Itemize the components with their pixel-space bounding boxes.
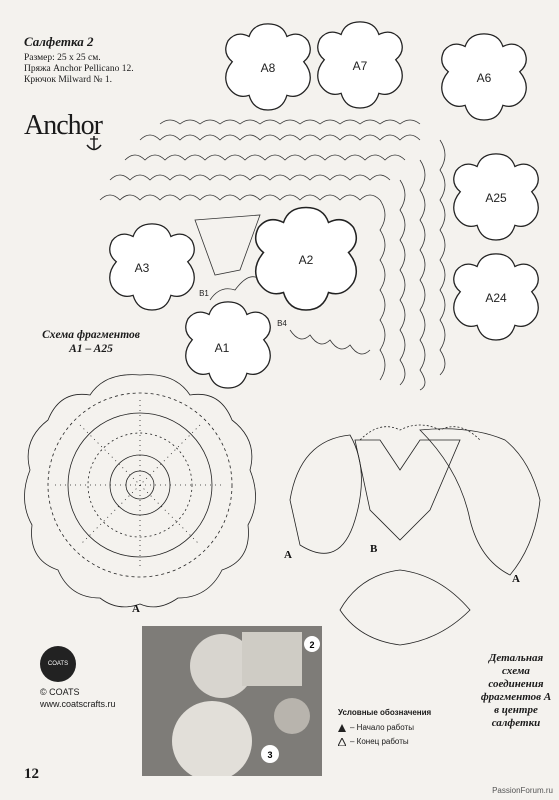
legend-end-row	[338, 737, 431, 746]
symbols-legend	[338, 708, 431, 751]
motif-label-a6: A6	[476, 71, 492, 85]
yarn-line: Пряжа Anchor Pellicano 12.	[24, 64, 134, 74]
product-photo	[142, 626, 322, 776]
detail-caption-line1: Детальная	[488, 652, 544, 664]
page-number: 12	[24, 766, 39, 782]
coats-credits	[40, 686, 116, 710]
hook-line: Крючок Milward № 1.	[24, 75, 112, 85]
fragments-caption-line2: A1 – A25	[69, 343, 113, 355]
detail-caption-line6: салфетки	[491, 717, 541, 729]
detail-caption-line3: соединения	[488, 678, 544, 690]
start-triangle-icon	[338, 724, 346, 732]
photo-badge-2: 2	[309, 640, 315, 650]
watermark: PassionForum.ru	[492, 786, 553, 795]
detail-caption-line5: в центре	[494, 704, 538, 716]
motif-label-a25: A25	[485, 191, 507, 205]
crochet-chart-joining	[290, 425, 540, 645]
motif-label-b4: B4	[277, 319, 287, 328]
coats-url: www.coatscrafts.ru	[40, 699, 116, 709]
legend-start-label: – Начало работы	[350, 723, 414, 732]
motif-label-a7: A7	[352, 59, 368, 73]
brand-name: Anchor	[24, 110, 102, 141]
legend-start-row	[338, 723, 431, 732]
motif-label-a3: A3	[134, 261, 150, 275]
motif-flowers	[110, 22, 539, 388]
photo-badge-3: 3	[267, 750, 273, 760]
size-line: Размер: 25 х 25 см.	[24, 53, 101, 63]
legend-title: Условные обозначения	[338, 708, 432, 717]
fragments-caption	[36, 328, 146, 356]
chart-mark-b-mid: B	[370, 543, 378, 555]
legend-end-label: – Конец работы	[350, 737, 409, 746]
chart-mark-a-left: A	[132, 603, 140, 615]
motif-label-a1: A1	[214, 341, 230, 355]
coats-logo: COATS	[40, 646, 76, 682]
motif-label-a8: A8	[260, 61, 276, 75]
fragments-caption-line1: Схема фрагментов	[42, 329, 140, 341]
pattern-title: Салфетка 2	[24, 34, 94, 49]
detail-caption	[476, 652, 556, 730]
detail-caption-line2: схема	[502, 665, 530, 677]
photo-illustration	[142, 626, 322, 776]
coats-copyright: © COATS	[40, 687, 80, 697]
chart-mark-a-mid: A	[284, 549, 292, 561]
chart-mark-a-right: A	[512, 573, 520, 585]
end-triangle-icon	[338, 738, 346, 746]
motif-label-a24: A24	[485, 291, 507, 305]
detail-caption-line4: фрагментов А	[480, 691, 552, 703]
motif-label-a2: A2	[298, 253, 314, 267]
motif-label-b1: B1	[199, 289, 209, 298]
crochet-chart-a	[24, 375, 255, 607]
